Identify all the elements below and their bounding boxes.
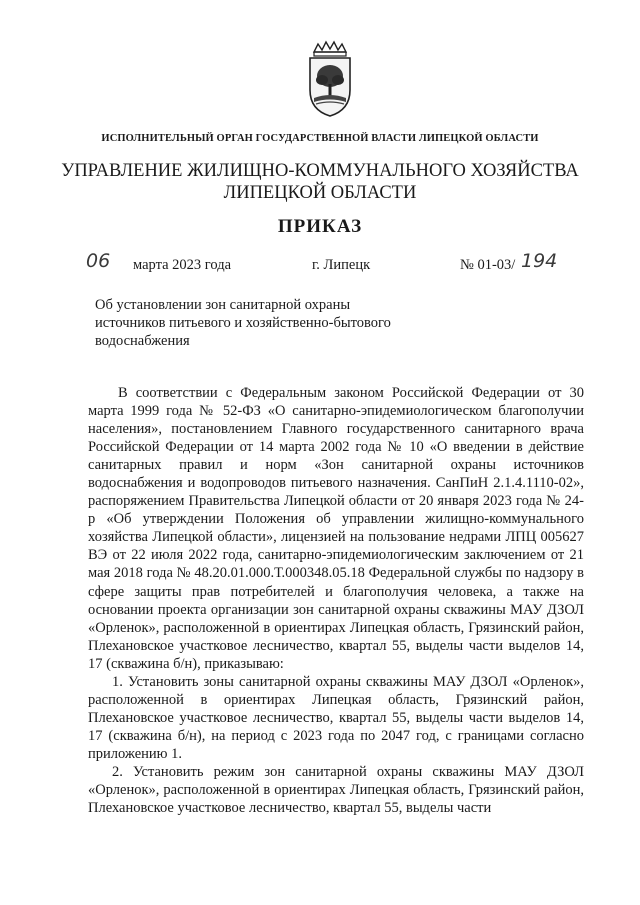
issuing-authority: ИСПОЛНИТЕЛЬНЫЙ ОРГАН ГОСУДАРСТВЕННОЙ ВЛАСТИ ЛИПЕЦКОЙ ОБЛАСТИ xyxy=(101,133,539,144)
city-text: г. Липецк xyxy=(312,257,371,273)
department-name xyxy=(0,160,640,204)
handwritten-day: 06 xyxy=(86,250,111,272)
subject-line3: водоснабжения xyxy=(95,333,190,349)
coat-of-arms-icon xyxy=(300,40,360,118)
order-number-prefix: № 01-03/ xyxy=(460,257,516,273)
order-body xyxy=(88,384,584,817)
subject-line1: Об установлении зон санитарной охраны xyxy=(95,297,351,313)
department-name-line1: УПРАВЛЕНИЕ ЖИЛИЩНО-КОММУНАЛЬНОГО ХОЗЯЙСТВА xyxy=(61,161,579,181)
order-subject xyxy=(95,296,435,350)
subject-line2: источников питьевого и хозяйственно-бытового xyxy=(95,315,391,331)
document-type-title: ПРИКАЗ xyxy=(277,216,363,237)
handwritten-order-number: 194 xyxy=(521,250,558,272)
date-text: марта 2023 года xyxy=(133,257,232,273)
department-name-line2: ЛИПЕЦКОЙ ОБЛАСТИ xyxy=(223,183,417,203)
preamble-paragraph: В соответствии с Федеральным законом Российской Федерации от 30 марта 1999 года № 52-ФЗ «О санитарно-эпидемиологическом благополучии населения», постановлением Главного государственного санитарного врача Российской Федерации от 14 марта 2002 года № 10 «О введении в действие санитарных правил и норм «Зон санитарной охраны источников водоснабжения и водопроводов питьевого назначения. СанПиН 2.1.4.1110-02», распоряжением Правительства Липецкой области от 20 января 2023 года № 24-р «Об утверждении Положения об управлении жилищно-коммунального хозяйства Липецкой области», лицензией на пользование недрами ЛПЦ 005627 ВЭ от 22 июля 2022 года, санитарно-эпидемиологическим заключением от 21 мая 2018 года № 48.20.01.000.Т.000348.05.18 Федеральной службы по надзору в сфере защиты прав потребителей и благополучия человека, а также на основании проекта организации зон санитарной охраны скважины МАУ ДЗОЛ «Орленок», расположенной в ориентирах Липецкая область, Грязинский район, Плехановское участковое лесничество, квартал 55, выделы части выделов 14, 17 (скважина б/н), приказываю: xyxy=(88,385,584,672)
order-item-2: 2. Установить режим зон санитарной охраны скважины МАУ ДЗОЛ «Орленок», расположенной в ориентирах Липецкая область, Грязинский район, Плехановское участковое лесничество, квартал 55, выделы части xyxy=(88,763,584,817)
order-item-1: 1. Установить зоны санитарной охраны скважины МАУ ДЗОЛ «Орленок», расположенной в ориентирах Липецкая область, Грязинский район, Плехановское участковое лесничество, квартал 55, выделы части выделов 14, 17 (скважина б/н), на период с 2023 года по 2047 год, с границами согласно приложению 1. xyxy=(88,673,584,762)
